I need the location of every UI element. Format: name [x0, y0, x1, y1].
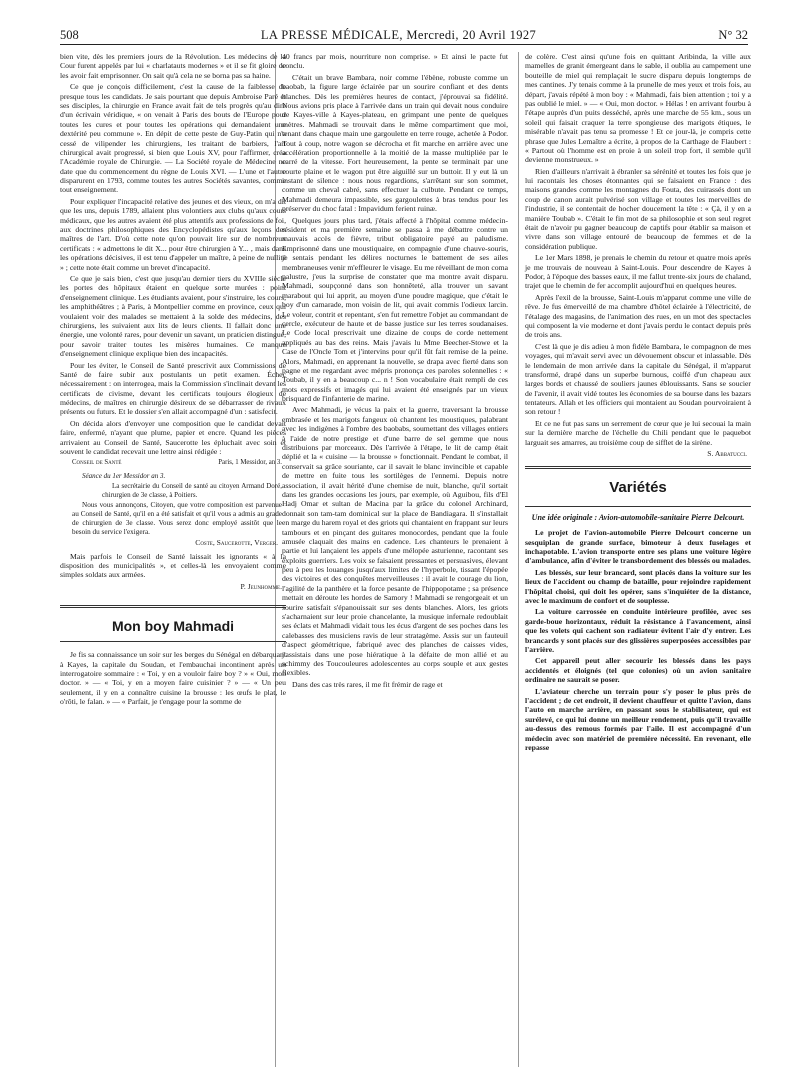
- paragraph: C'était un brave Bambara, noir comme l'ébène, robuste comme un baobab, la figure large éclairée par un sourire confiant et des dents blanches. Dès les premières heures de contact, j'éprouvai sa fidélité. Nous avions pris place à l'arrivée dans un train qui devait nous conduire de Kayes-ville à Kayes-plateau, en grimpant une pente de quelques mètres. Mahmadi se trouvait dans le même compartiment que moi, tenant dans chaque main une gargoulette en terre rouge, achetée à Podor. Tout à coup, notre wagon se décrocha et fit marche en arrière avec une accélération proportionnelle à la moitié de la masse multipliée par le carré de la vitesse. Fort heureusement, la pente se terminait par une courte plaine et le wagon put être aiguillé sur un buttoir. Il y eut là un instant de silence : nous nous regardions, s'arrêtant sur son sommet, comme un cheval cabré, sans effectuer la culbute. Pendant ce temps, Mahmadi demeura impassible, ses gargoulettes à bras tendus pour les préserver du choc fatal : Impavidum ferient ruinæ.: [282, 72, 508, 214]
- column-3: [525, 52, 751, 754]
- paragraph: Quelques jours plus tard, j'étais affecté à l'hôpital comme médecin-résident et ma première semaine se passa à me débattre contre un mauvais accès de fièvre, tribut obligatoire payé au paludisme. Emprisonné dans une moustiquaire, en compagnie d'une chauve-souris, je sentais pendant les délires nocturnes le battement de ses ailes membraneuses venir m'effleurer le visage. Eu me réveillant de mon coma palustre, j'eus la surprise de constater que ma montre avait disparu. Mahmadi, soupçonné dans son honnêteté, alla trouver un savant marabout qui lui apprit, au moyen d'une poudre magique, que c'était le boy d'un camarade, mon voisin de lit, qui avait commis l'odieux larcin. Le voleur, contrit et repentant, s'en fut remettre l'objet au commandant de cercle, exécuteur de haute et de basse justice sur les terres soudanaises. Le Code local prescrivait une dizaine de coups de corde nettement appliqués au bas des reins. Mais j'avais lu Mme Beecher-Stowe et la Case de l'Oncle Tom et j'intervins pour qu'il fût fait remise de la peine. Alors, Mahmadi, en apprenant la nouvelle, se drapa avec fierté dans son pagne et me regardant avec mépris prononça ces paroles solennelles : « Toubab, il y en a beaucoup c... n ! Son vocabulaire était rempli de ces mots expressifs et imagés qui lui avaient été enseignés par un vieux brisquard de l'infanterie de marine.: [282, 215, 509, 404]
- paragraph: Rien d'ailleurs n'arrivait à ébranler sa sérénité et toutes les fois que je lui racontais les choses étonnantes qui se faisaient en France : des maisons grandes comme les montagnes du Fouta, des cuirassés dont un coup de canon aurait pulvérisé son village et toutes les merveilles de l'industrie, il se contentait de hocher doucement la tête : « Çà, il y en a manière Toubab ». C'était le fin mot de sa philosophie et son seul regret était de n'avoir pu gagner beaucoup de captifs pour établir sa maison et vivre dans son village entouré de beaucoup de femmes et de la considération publique.: [525, 166, 751, 251]
- letter-seance: Séance du 1er Messidor an 3.: [82, 471, 166, 480]
- paragraph: 40 francs par mois, nourriture non comprise. » Et ainsi le pacte fut conclu.: [282, 52, 508, 71]
- paragraph: L'aviateur cherche un terrain pour s'y poser le plus près de l'accident ; de cet endroit, il devient chauffeur et quitte l'avion, dans l'auto en marche arrière, en passant sous le stabilisateur, qui est surélevé, ce qui lui donne un meilleur rendement, puis qu'il travaille au-dessus des remous formés par l'aile. Il est accompagné d'un médecin avec son matériel de première nécessité. En revenant, elle repasse: [525, 686, 751, 752]
- letter-recipient: La secrétairie du Conseil de santé au citoyen Armand Doré, chirurgien de 3e classe, à Poitiers.: [102, 482, 282, 499]
- paragraph: Et ce ne fut pas sans un serrement de cœur que je lui secouai la main sur la dernière marche de l'échelle du Chili pendant que le paquebot larguait ses amarres, au troisième coup de sifflet de la sirène.: [525, 418, 751, 447]
- paragraph: On décida alors d'envoyer une composition que le candidat devait faire, enfermé, n'ayant que plume, papier et encre. Quand les pièces arrivaient au Conseil de Santé, Saucerotte les épluchait avec soin et souvent le candidat recevait une lettre ainsi rédigée :: [60, 418, 286, 457]
- paragraph: bien vite, dès les premiers jours de la Révolution. Les médecins de la Cour furent appelés par lui « charlatauts modernes » et il se fit gloire de les avoir fait emprisonner. On sait qu'à cela ne se borna pas sa haine.: [60, 52, 286, 80]
- paragraph: Les blessés, sur leur brancard, sont placés dans la voiture sur les lieux de l'accident ou champ de bataille, pour rejoindre rapidement l'hôpital choisi, qui doit les opérer, sans s'inquiéter de la distance, avec le maximum de confort et de souplesse.: [525, 567, 751, 606]
- letter-from: Conseil de Santé: [72, 459, 122, 467]
- paragraph: C'est là que je dis adieu à mon fidèle Bambara, le compagnon de mes voyages, qui m'avait servi avec un dévouement obscur et inlassable. Dès le lendemain de mon arrivée dans la capitale du Sénégal, il m'apparut transformé, drapé dans un superbe burnous, coiffé d'un chapeau aux larges bords et chaussé de souliers jaunes éblouissants. Sans se soucier de l'avenir, il avait vidé toutes les économies de sa bourse dans les bazars tentateurs. Allah et les officiers qui montaient au Soudan pourvoiraient à son retour !: [525, 341, 751, 417]
- article-author: P. Jeunhomme.: [240, 581, 282, 591]
- publication-title: LA PRESSE MÉDICALE, Mercredi, 20 Avril 1927: [260, 27, 537, 42]
- paragraph: Le 1er Mars 1898, je prenais le chemin du retour et quatre mois après je me trouvais de nouveau à Saint-Louis. Pour descendre de Kayes à Podor, à l'époque des basses eaux, il me fallut trente-six jours de chaland, trajet que le chemin de fer accomplit aujourd'hui en quelques heures.: [525, 253, 751, 291]
- paragraph: La voiture carrossée en conduite intérieure profilée, avec ses garde-boue horizontaux, réduit la résistance à l'avancement, ainsi que les volets qui cachent son radiateur évitent l'air d'y entrer. Les brancards y sont placés sur des glissières superposées accessibles par l'arrière.: [525, 607, 751, 654]
- paragraph: Ce que je sais bien, c'est que jusqu'au dernier tiers du XVIIIe siècle les portes des hôpitaux étaient en quelque sorte murées : point d'enseignement clinique. Les étudiants avaient, pour s'instruire, les cours, les amphithéâtres ; à Paris, à Montpellier comme en province, ceux qui voulaient voir des malades se mettaient à la solde des médecins, des chirurgiens, les suivaient aux lits de leurs clients. Il fallait donc une énergie, une volonté rares, pour devenir un savant, un praticien distingué, pour savoir traiter toutes les misères humaines. Ce manque d'enseignement clinique explique bien des incapacités.: [60, 273, 286, 359]
- paragraph: Cet appareil peut aller secourir les blessés dans les pays accidentés et éloignés (tel que colonies) où un avion sanitaire ordinaire ne saurait se poser.: [525, 656, 751, 685]
- paragraph: Mais parfois le Conseil de Santé laissait les ignorants « à la disposition des municipalités », et celles-là les envoyaient comme simples soldats aux armées.: [60, 551, 286, 580]
- header-rule: [60, 44, 748, 45]
- issue-number: N° 32: [718, 27, 748, 42]
- column-2: [282, 52, 508, 691]
- paragraph: Après l'exil de la brousse, Saint-Louis m'apparut comme une ville de rêve. Je fus émerveillé de ma chambre d'hôtel éclairée à l'électricité, de l'étalage des magasins, de l'animation des rues, en un mot des spectacles qui composent la vie moderne et dont j'avais perdu le contact depuis près de trois ans.: [525, 292, 751, 340]
- quoted-letter: [60, 459, 286, 547]
- paragraph: Je fis sa connaissance un soir sur les berges du Sénégal en débarquant à Kayes, la capitale du Soudan, et l'embauchai incontinent après un interrogatoire sommaire : « Toi, y en a vouloir faire boy ? » « Oui, mon doctor. » — « Toi, y en a moyen faire cuisinier ? » — « Un peu seulement, il y en a connaître cuisine la brousse : les œufs le plat, le o'rôti, le falan. » — « Parfait, je t'engage pour la somme de: [60, 650, 286, 707]
- section-title: Variétés: [525, 466, 751, 506]
- paragraph: Pour expliquer l'incapacité relative des jeunes et des vieux, on m'a dit que les uns, depuis 1789, allaient plus volontiers aux clubs qu'aux cours médicaux, que les autres avaient été plus attentifs aux professions de foi, aux doctrines philosophiques des Encyclopédistes qu'aux leçons des maîtres de l'art. D'où cette note qu'on pouvait lire sur de nombreux certificats : « admettons le dit X... pour être chirurgien à Y... , mais dans les opérations décisives, il est tenu d'appeler un maître, à peine de nullité » ; cette note était comme un brevet d'incapacité.: [60, 196, 286, 272]
- letter-signature: Coste, Saucerotte, Verger.: [195, 538, 278, 548]
- section-title: Mon boy Mahmadi: [60, 605, 286, 642]
- page-header: [60, 27, 748, 43]
- column-separator: [518, 52, 519, 1067]
- varietes-article: [525, 528, 751, 752]
- column-1: [60, 52, 286, 709]
- paragraph: Avec Mahmadi, je vécus la paix et la guerre, traversant la brousse embrasée et les marigots fangeux où chantent les moustiques, palabrant avec les indigènes à l'ombre des baobabs, soumettant des villages entiers à l'aide de notre prestige et d'une barre de sel gemme que nous distribuions par morceaux. Dès l'arrivée à l'étape, le lit de camp était déplié et la « cuisine — la brousse » fonctionnait. Pendant le combat, il conservait sa grâce souriante, car il savait le blanc invincible et capable de mettre en fuite tous les sortilèges de l'ennemi. Depuis notre association, il avait hérité d'une chemise de nuit, blanche, qu'il sortait dans les grandes occasions les jours, par exemple, où Aguibou, fils d'El Hadj Omar et sultan de Macina par la grâce du colonel Archinard, donnait son tam-tam dominical sur la place de Bandiagara. Il s'installait en marge du harem royal et des griots qui chantaient en frappant sur leurs tambours et en pinçant des guitares monocordes, pendant que la foule amusée claquait des mains en cadence. Les chanteurs le prenaient à partie et lui lançaient les appels d'une mélopée asturienne, racontant ses exploits guerriers. Les voix se faisaient pressantes et persuasives, élevant peu à peu les louanges jusqu'aux limites de l'hyperbole, tissant l'épopée des victoires et des conquêtes merveilleuses : il avait le courage du lion, l'agilité de la panthère et la force pesante de l'hippopotame ; sa présence mettait en déroute les hordes de Samory ! Mahmadi se rengorgeait et un sourire satisfait s'épanouissait sur ses dents blanches. Alors, les griots s'acharnaient sur leur proie chancelante, la musique infernale redoublait ses éclats et Mahmadi vidait tous les écus d'argent de ses poches dans les calebasses des musiciens ravis de leur stratagème. Assis sur un fauteuil d'aspect géométrique, fabriqué avec des planches de caisses vides, j'assistais dans une pose hiératique à la défaite de mon allié et au schimmy des Toucouleures adolescentes au corps souple et aux gestes flexibles.: [282, 405, 508, 678]
- page-number: 508: [60, 27, 79, 42]
- paragraph: Le projet de l'avion-automobile Pierre Delcourt concerne un sesquiplan de grande surface, bimoteur à deux fuselages et inchapotable. L'avion transporte entre ses plans une voiture légère d'ambulance, afin d'éviter le transbordement des blessés ou malades.: [525, 528, 751, 566]
- article-author: S. Abbatucci.: [707, 449, 747, 459]
- paragraph: Pour les éviter, le Conseil de Santé prescrivit aux Commissions de Santé de faire subir aux postulants un petit examen. Échec nécessairement : on interrogea, mais la Commission s'inclinait devant les certificats de civisme, devant les certificats toujours élogieux de médecins, de maîtres en chirurgie désireux de se débarrasser de rivaux présents ou futurs. Et le dossier s'en allait accompagné d'un : satisfecit.: [60, 360, 286, 417]
- article-subtitle: Une idée originale : Avion-automobile-sanitaire Pierre Delcourt.: [531, 512, 745, 522]
- paragraph: de colère. C'est ainsi qu'une fois en quittant Aribinda, la ville aux mamelles de granit émergeant dans le sable, il oublia au campement une bouteille de miel qui remplaçait le sucre disparu depuis longtemps de mes cantines. J'y tenais comme à la prunelle de mes yeux et trois fois, au départ, j'avais répété à mon boy : « Mahmadi, fais bien attention ; toi y a pas oublié le miel. » — « Oui, mon doctor. » Hélas ! en arrivant fourbu à l'étape auprès d'un puits desséché, après une marche de 55 km., sous un soleil qui faisait craquer la terre spongieuse des marigots étiques, le misérable n'avait pas tenu sa promesse ! Et ce jour-là, je compris cette phrase que Jules Lemaître a écrite, à propos de la Carthage de Flaubert : « Partout où l'homme est en proie à un soleil trop fort, il semble qu'il devienne monstrueux. »: [525, 52, 751, 165]
- letter-body: Nous vous annonçons, Citoyen, que votre composition est parvenue au Conseil de Santé, qu'il en a été satisfait et qu'il vous a admis au grade de chirurgien de 3e classe. Vous serez donc employé assitôt que le besoin du service l'exigera.: [72, 501, 282, 536]
- letter-date: Paris, 1 Messidor, an 3.: [218, 459, 282, 467]
- paragraph: Dans des cas très rares, il me fit frémir de rage et: [292, 679, 443, 689]
- paragraph: Ce que je conçois difficilement, c'est la cause de la faiblesse de presque tous les candidats. Je sais pourtant que depuis Ambroise Paré et ses disciples, la chirurgie en France avait fait de tels progrès qu'au dire d'un écrivain véridique, « on venait à Paris des bouts de l'Europe pour toutes les cures et pour toutes les opérations qui demandaient une dextérité peu commune ». En dépit de cette peste de Guy-Patin qui n'a cessé de vilipender les chirurgiens, les traitant de barbiers, l'art chirurgical avait progressé, si bien que Louis XV, pour l'affirmer, créa l'Académie royale de Chirurgie. — La Société royale de Médecine ne date que du commencement du règne de Louis XVI. — L'une et l'autre disparurent en 1793, comme toutes les autres Sociétés savantes, comme tout enseignement.: [60, 82, 286, 195]
